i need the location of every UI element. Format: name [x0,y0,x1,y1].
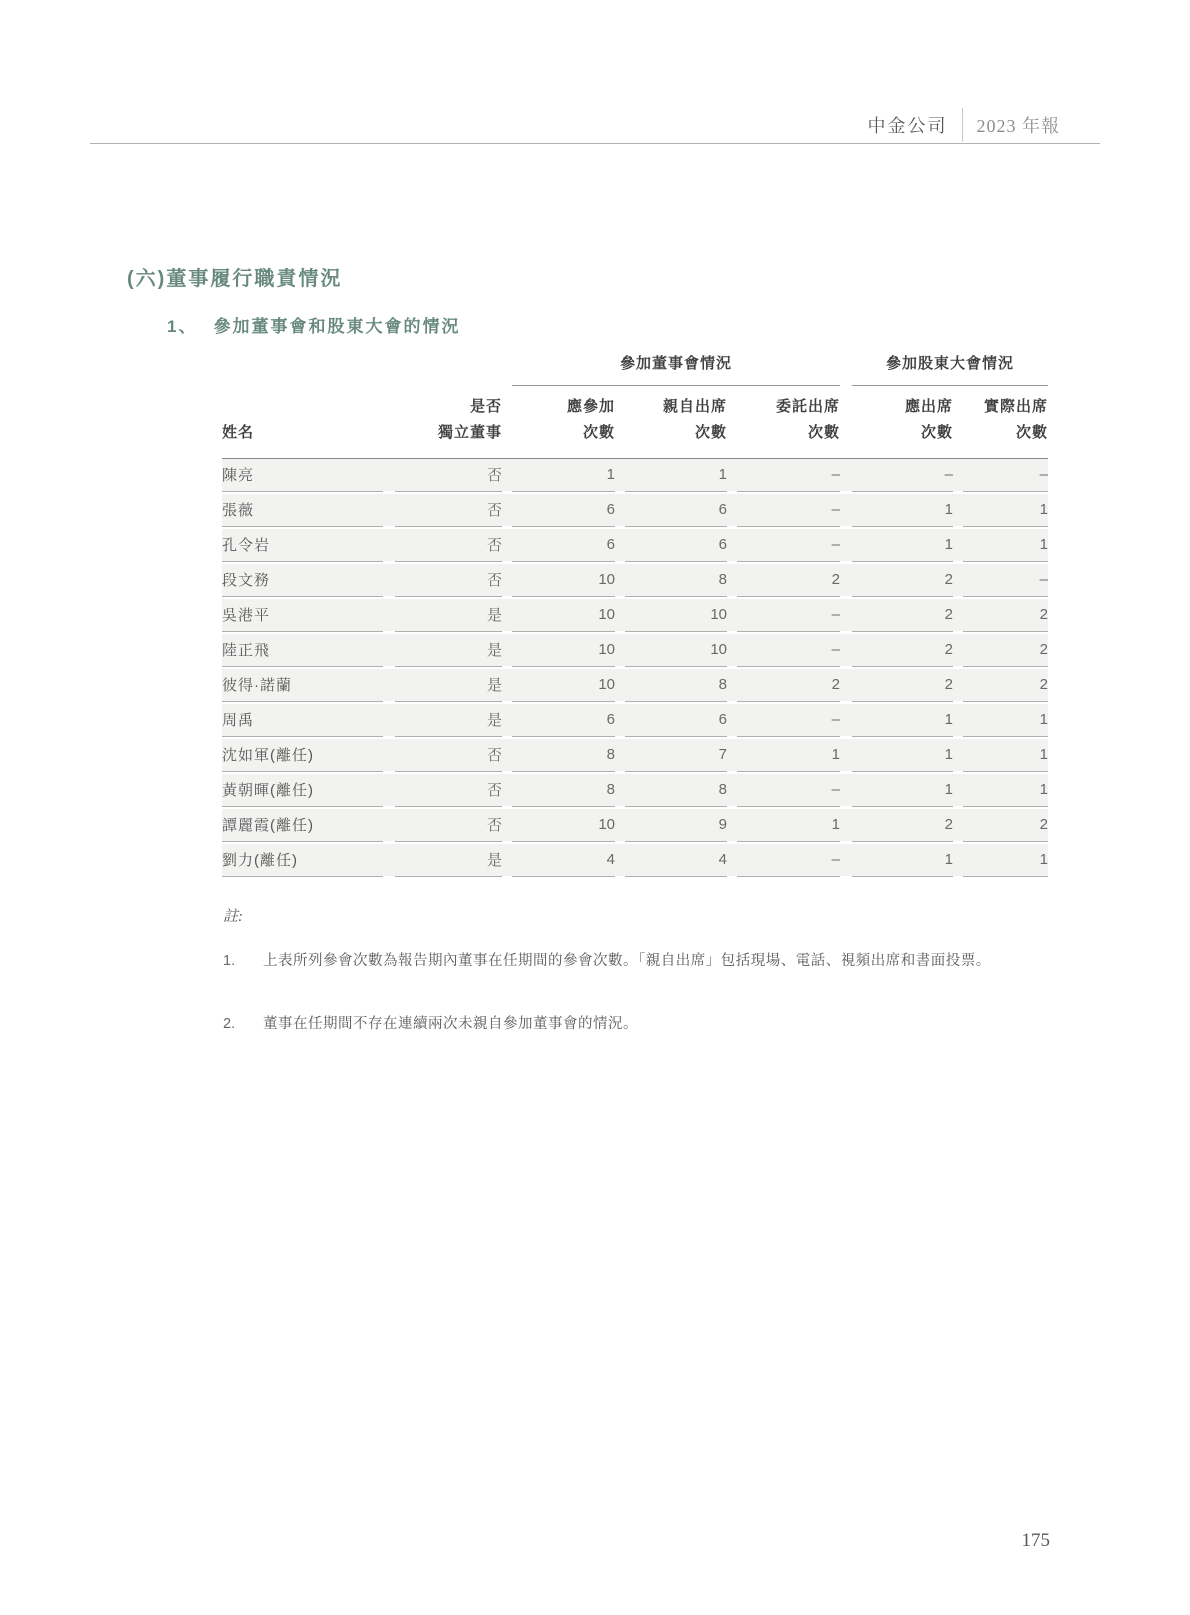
notes-label: 註: [223,909,243,925]
cell-board-by-proxy: – [737,774,840,807]
cell-board-required: 10 [512,669,615,702]
table-row [222,739,1048,771]
cell-board-required: 1 [512,459,615,492]
cell-board-required: 10 [512,809,615,842]
cell-agm-actual: 2 [963,599,1048,632]
cell-board-required: 4 [512,844,615,877]
cell-agm-required: 2 [852,809,953,842]
table-body [222,459,1048,876]
attendance-table [222,352,1048,879]
cell-board-required: 10 [512,564,615,597]
cell-board-required: 10 [512,634,615,667]
cell-independent: 否 [395,739,502,772]
cell-independent: 否 [395,494,502,527]
cell-board-by-proxy: – [737,704,840,737]
cell-agm-required: 2 [852,669,953,702]
group-header-board-meetings: 參加董事會情況 [512,352,840,386]
cell-director-name: 孔令岩 [222,529,383,562]
col-header-board-in-person: 親自出席 次數 [662,398,727,441]
table-row [222,809,1048,841]
note-text: 董事在任期間不存在連續兩次未親自參加董事會的情況。 [263,1016,638,1032]
cell-board-in-person: 9 [625,809,727,842]
header-rule [90,143,1100,144]
cell-director-name: 吳港平 [222,599,383,632]
col-header-agm-required: 應出席 次數 [904,398,953,441]
cell-board-required: 6 [512,529,615,562]
cell-director-name: 彼得·諾蘭 [222,669,383,702]
col-header-independent: 是否 獨立董事 [437,398,502,441]
col-header-board-required: 應參加 次數 [566,398,615,441]
cell-agm-required: 2 [852,634,953,667]
cell-agm-actual: 1 [963,844,1048,877]
cell-agm-actual: 1 [963,494,1048,527]
note-item-1 [223,947,1063,975]
cell-agm-required: 2 [852,599,953,632]
cell-board-in-person: 7 [625,739,727,772]
cell-board-in-person: 6 [625,494,727,527]
cell-independent: 否 [395,774,502,807]
cell-board-in-person: 6 [625,529,727,562]
cell-agm-actual: 1 [963,739,1048,772]
cell-board-required: 10 [512,599,615,632]
cell-agm-required: – [852,459,953,492]
cell-board-in-person: 8 [625,564,727,597]
cell-agm-required: 1 [852,739,953,772]
cell-director-name: 段文務 [222,564,383,597]
col-header-name: 姓名 [222,424,255,441]
cell-director-name: 黃朝暉(離任) [222,774,383,807]
cell-agm-required: 1 [852,529,953,562]
table-row [222,459,1048,491]
section-title: (六)董事履行職責情況 [127,268,343,290]
table-row [222,774,1048,806]
group-header-shareholder-meetings: 參加股東大會情況 [852,352,1048,386]
cell-board-in-person: 10 [625,599,727,632]
cell-board-required: 8 [512,739,615,772]
cell-board-by-proxy: 2 [737,564,840,597]
cell-independent: 否 [395,459,502,492]
cell-director-name: 沈如軍(離任) [222,739,383,772]
table-row [222,529,1048,561]
cell-board-by-proxy: 2 [737,669,840,702]
cell-agm-actual: 2 [963,669,1048,702]
table-row [222,599,1048,631]
cell-agm-actual: – [963,459,1048,492]
table-group-headers [222,352,1048,386]
note-number: 2. [223,1016,236,1032]
cell-board-required: 8 [512,774,615,807]
cell-board-by-proxy: – [737,494,840,527]
cell-board-in-person: 1 [625,459,727,492]
cell-director-name: 陸正飛 [222,634,383,667]
cell-board-by-proxy: 1 [737,809,840,842]
subsection-text: 參加董事會和股東大會的情況 [213,317,461,336]
cell-agm-actual: 1 [963,529,1048,562]
cell-director-name: 劉力(離任) [222,844,383,877]
cell-director-name: 陳亮 [222,459,383,492]
cell-board-in-person: 8 [625,669,727,702]
cell-board-by-proxy: – [737,844,840,877]
cell-independent: 是 [395,669,502,702]
cell-agm-actual: 2 [963,809,1048,842]
cell-board-by-proxy: – [737,529,840,562]
cell-agm-actual: 2 [963,634,1048,667]
cell-director-name: 譚麗霞(離任) [222,809,383,842]
note-number: 1. [223,953,236,969]
cell-independent: 是 [395,704,502,737]
table-row [222,669,1048,701]
cell-agm-required: 2 [852,564,953,597]
subsection-title [167,312,460,337]
cell-director-name: 周禹 [222,704,383,737]
cell-agm-actual: 1 [963,774,1048,807]
note-item-2 [223,1010,1063,1038]
cell-agm-required: 1 [852,844,953,877]
table-header-row [222,386,1048,459]
table-row [222,634,1048,666]
col-header-agm-actual: 實際出席 次數 [983,398,1048,441]
cell-board-by-proxy: – [737,634,840,667]
cell-board-by-proxy: – [737,599,840,632]
header-divider [962,108,963,142]
cell-board-by-proxy: 1 [737,739,840,772]
table-row [222,844,1048,876]
cell-independent: 否 [395,564,502,597]
cell-agm-required: 1 [852,774,953,807]
cell-director-name: 張薇 [222,494,383,527]
running-header [868,108,1061,142]
col-header-board-by-proxy: 委託出席 次數 [775,398,840,441]
page-number: 175 [1021,1530,1050,1551]
cell-agm-actual: – [963,564,1048,597]
cell-independent: 是 [395,844,502,877]
cell-board-in-person: 4 [625,844,727,877]
company-name: 中金公司 [867,116,948,136]
cell-board-in-person: 8 [625,774,727,807]
note-text: 上表所列參會次數為報告期內董事在任期間的參會次數。「親自出席」包括現場、電話、視頻出席和書面投票。 [263,953,991,969]
subsection-number: 1、 [167,317,198,336]
report-edition: 2023 年報 [976,116,1060,136]
cell-independent: 否 [395,529,502,562]
cell-board-in-person: 10 [625,634,727,667]
cell-independent: 是 [395,634,502,667]
cell-independent: 否 [395,809,502,842]
cell-agm-required: 1 [852,704,953,737]
cell-independent: 是 [395,599,502,632]
table-row [222,564,1048,596]
cell-board-required: 6 [512,494,615,527]
cell-agm-required: 1 [852,494,953,527]
cell-board-required: 6 [512,704,615,737]
cell-board-in-person: 6 [625,704,727,737]
table-row [222,494,1048,526]
cell-agm-actual: 1 [963,704,1048,737]
table-row [222,704,1048,736]
cell-board-by-proxy: – [737,459,840,492]
